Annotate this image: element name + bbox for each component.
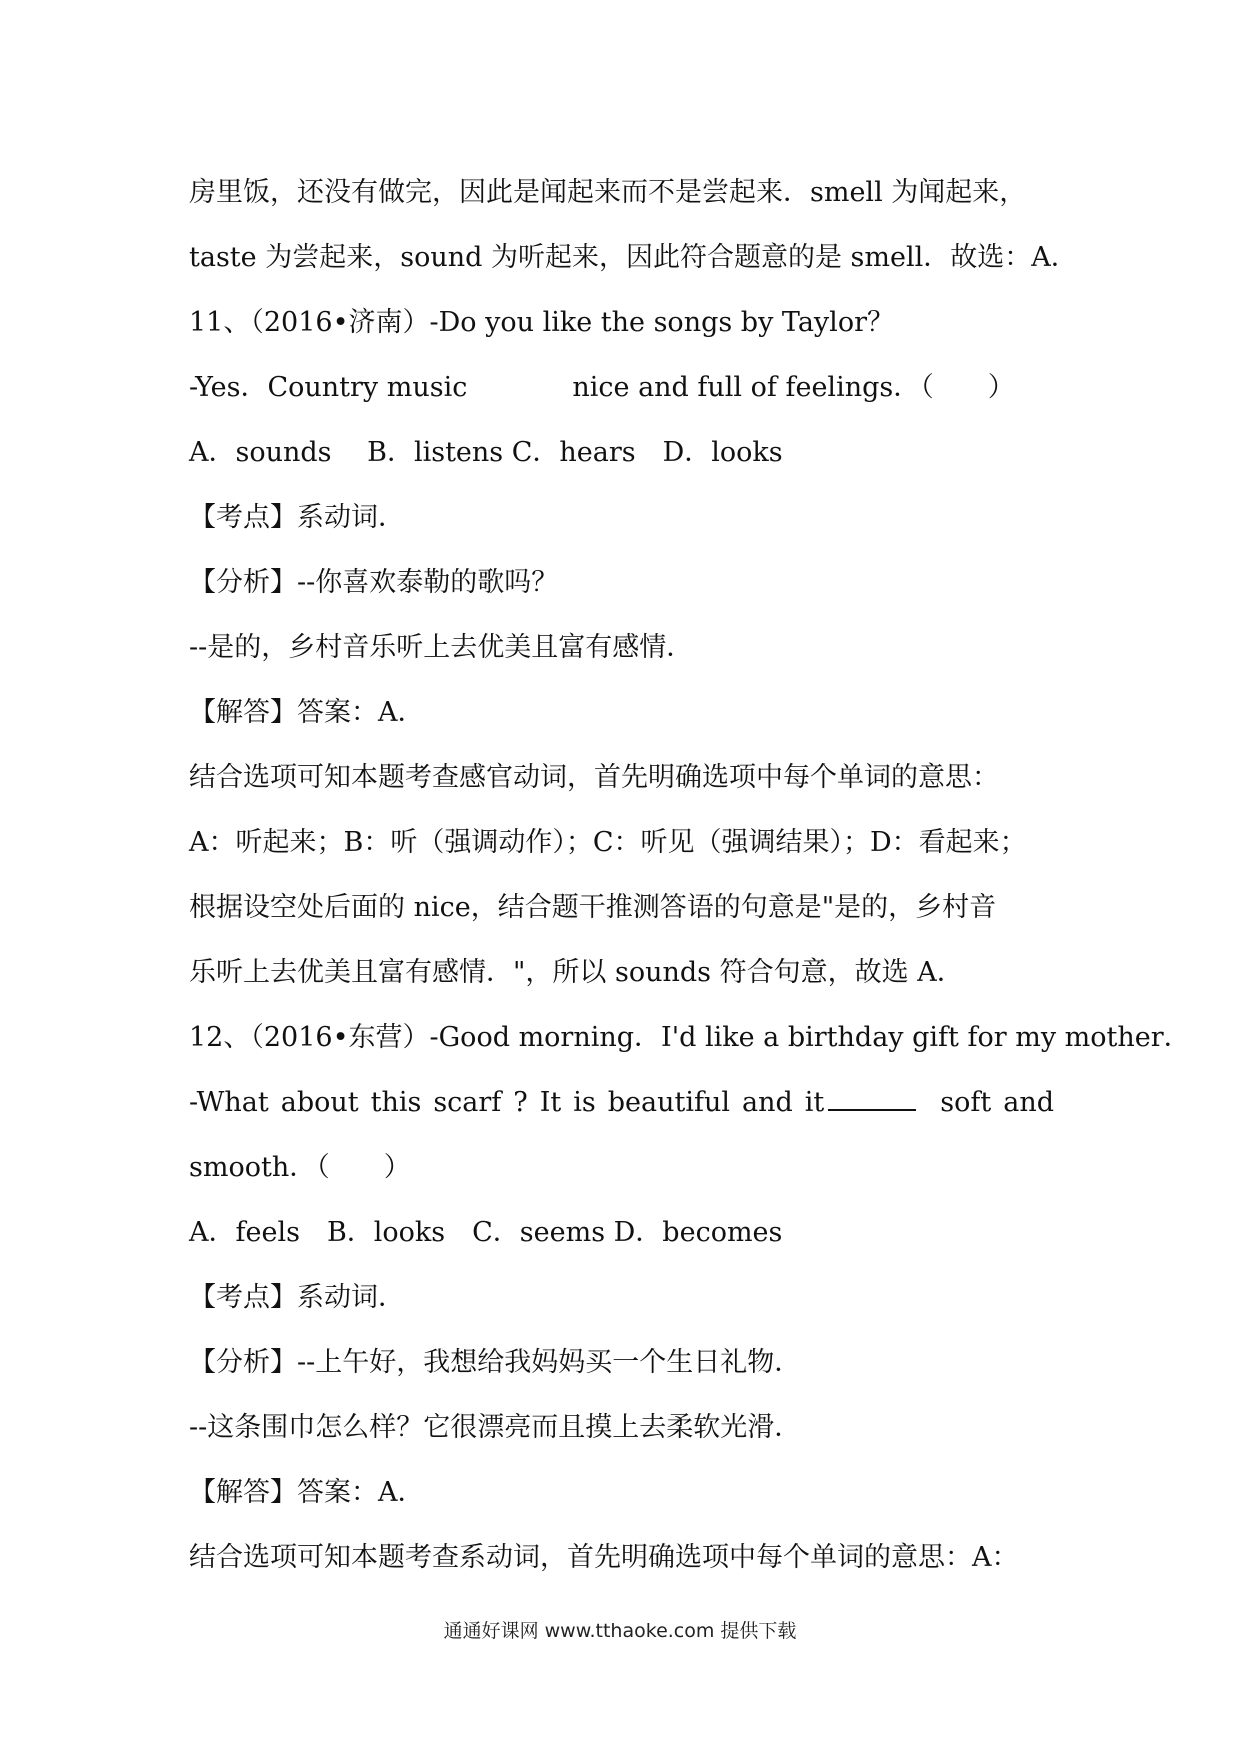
explanation-line: A：听起来；B：听（强调动作）；C：听见（强调结果）；D：看起来； (189, 827, 1027, 858)
fenxi-line: 【分析】--你喜欢泰勒的歌吗？ (189, 567, 559, 598)
explanation-line: 根据设空处后面的 nice，结合题干推测答语的句意是"是的，乡村音 (189, 892, 997, 923)
explanation-line: 乐听上去优美且富有感情．"，所以 sounds 符合句意，故选 A． (189, 957, 964, 988)
question-11-stem: 11、（2016•济南）-Do you like the songs by Taylor？ (189, 307, 894, 338)
question-12-answer (189, 1070, 1054, 1135)
jieda-line: 【解答】答案：A． (189, 697, 425, 728)
question-11-answer (189, 355, 1054, 420)
jieda-line: 【解答】答案：A． (189, 1477, 425, 1508)
answer-text-part1: -Yes．Country music (189, 372, 468, 403)
explanation-line: 结合选项可知本题考查系动词，首先明确选项中每个单词的意思：A： (189, 1542, 1019, 1573)
explanation-line: 结合选项可知本题考查感官动词，首先明确选项中每个单词的意思： (189, 762, 999, 793)
document-body (189, 160, 1191, 1590)
question-12-options: A．feels B．looks C．seems D．becomes (189, 1217, 783, 1248)
kaodian-label: 【考点】系动词． (189, 1282, 405, 1313)
page-footer: 通通好课网 www.tthaoke.com 提供下载 (443, 1620, 797, 1642)
answer-blank (828, 1087, 916, 1111)
text-line: 房里饭，还没有做完，因此是闻起来而不是尝起来．smell 为闻起来， (189, 177, 1027, 208)
kaodian-label: 【考点】系动词． (189, 502, 405, 533)
text-line: taste 为尝起来，sound 为听起来，因此符合题意的是 smell．故选：A． (189, 242, 1078, 273)
answer-text-part2: nice and full of feelings．（ ） (572, 372, 1015, 403)
fenxi-line: 【分析】--上午好，我想给我妈妈买一个生日礼物． (189, 1347, 802, 1378)
question-12-answer-cont: smooth．（ ） (189, 1152, 411, 1183)
question-11-options: A．sounds B．listens C．hears D．looks (189, 437, 783, 468)
fenxi-line: --是的，乡村音乐听上去优美且富有感情． (189, 632, 694, 663)
answer-text-part2: soft and (940, 1087, 1054, 1118)
question-12-stem: 12、（2016•东营）-Good morning．I'd like a birthday gift for my mother． (189, 1022, 1191, 1053)
answer-text-part1: -What about this scarf ? It is beautiful and it (189, 1087, 825, 1118)
fenxi-line: --这条围巾怎么样？它很漂亮而且摸上去柔软光滑． (189, 1412, 802, 1443)
